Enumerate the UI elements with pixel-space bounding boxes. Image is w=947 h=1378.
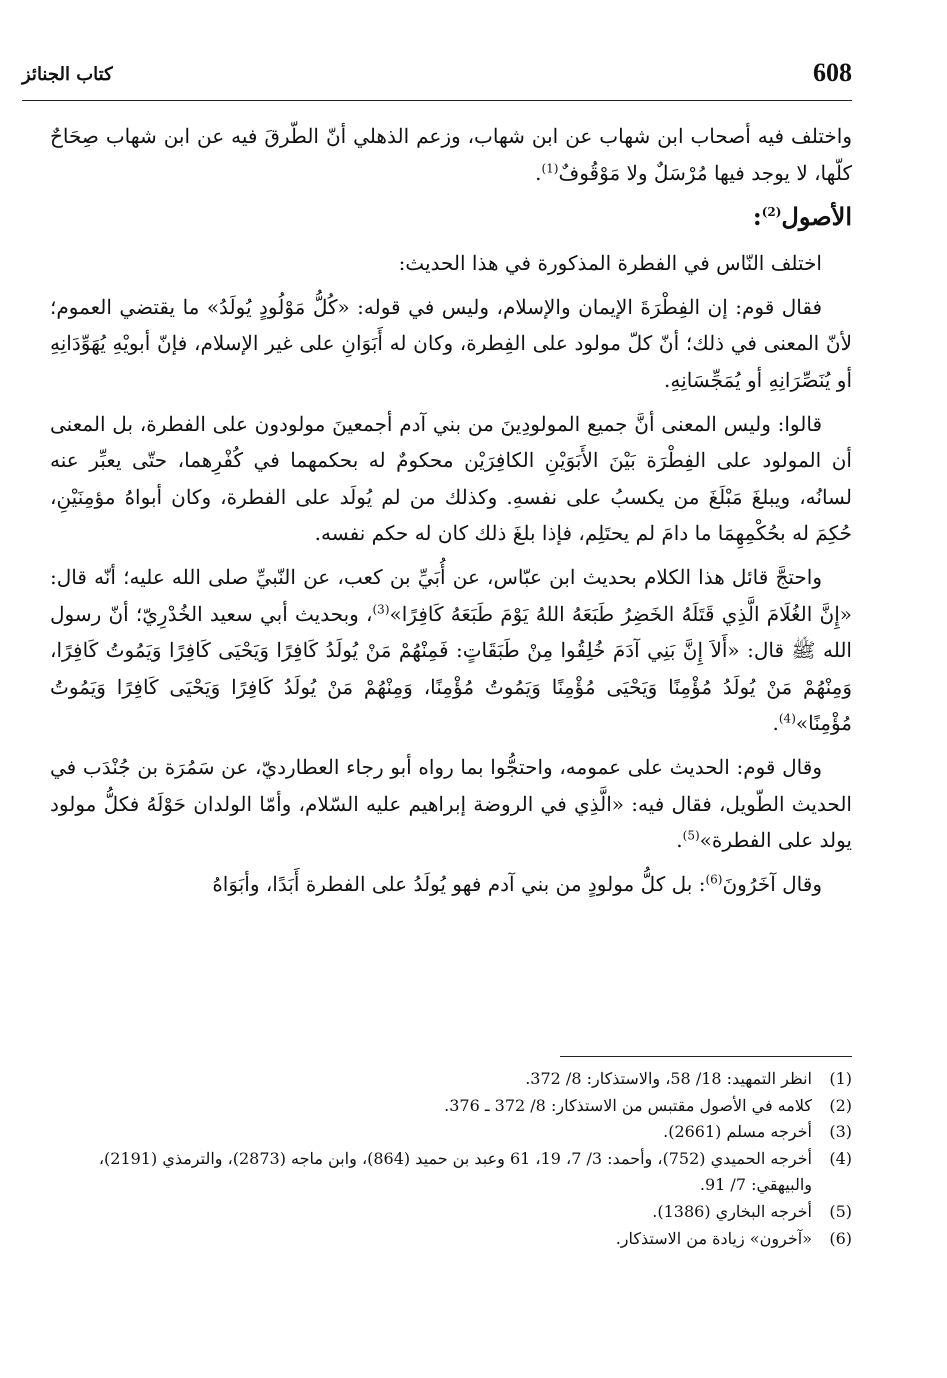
- footnote-number: (4): [829, 1148, 852, 1168]
- footnote-number: (6): [829, 1228, 852, 1248]
- paragraph-6-start: وقال آخَرُونَ: [722, 872, 822, 896]
- footnote-ref-6: (6): [705, 872, 723, 887]
- paragraph-5: [50, 749, 852, 859]
- paragraph-4: [50, 559, 852, 742]
- footnote: [50, 1199, 852, 1226]
- paragraph-intro: [50, 118, 852, 191]
- footnote-number: (2): [829, 1095, 852, 1115]
- paragraph-3: قالوا: وليس المعنى أنَّ جميع المولودِينَ من بني آدم أجمعينَ مولودون على الفطرة، بل المعنى أن المولود على الفِطْرَة بَيْنَ الأَبَوَيْنِ الكافِرَيْن محكومٌ له بحكمهما في كُفْرِهما، حتّى يعبِّر عنه لسانُه، ويبلغَ مَبْلَغَ من يكسبُ على نفسهِ. وكذلك من لم يُولَد على الفطرة، وكان أبواهُ مؤمِنَيْنِ، حُكِمَ له بحُكْمِهِمَا ما دامَ لم يحتَلِم، فإذا بلغَ ذلك كان له حكم نفسه.: [50, 411, 852, 545]
- paragraph-4-part-2: ، وبحديث أبي سعيد الخُدْرِيّ؛ أنّ رسول الله ﷺ قال: «أَلاَ إِنَّ بَنِي آدَمَ خُلِقُوا مِنْ طَبَقَاتٍ: فَمِنْهُمْ مَنْ يُولَدُ كَافِرًا وَيَحْيَى كَافِرًا وَيَمُوتُ كَافِرًا، وَمِنْهُمْ مَنْ يُولَدُ مُؤْمِنًا وَيَحْيَى مُؤْمِنًا وَيَمُوتُ مُؤْمِنًا، وَمِنْهُمْ مَنْ يُولَدُ كَافِرًا وَيَحْيَى كَافِرًا وَيَمُوتُ مُؤْمِنًا»: [50, 601, 852, 735]
- footnote-number: (1): [829, 1069, 852, 1088]
- paragraph-1: اختلف النّاس في الفطرة المذكورة في هذا الحديث:: [398, 250, 822, 275]
- paragraph-4-end: .: [772, 711, 779, 735]
- footnote: [50, 1066, 852, 1093]
- section-heading-colon: :: [752, 201, 762, 231]
- footnote-ref-1: (1): [541, 160, 559, 175]
- footnote: [50, 1146, 852, 1199]
- footnote-text: كلامه في الأصول مقتبس من الاستذكار: 8/ 372 ـ 376.: [444, 1095, 812, 1115]
- section-heading: [50, 199, 852, 235]
- paragraph-6-text: : بل كلُّ مولودٍ من بني آدم فهو يُولَدُ على الفطرة أَبَدًا، وأبَوَاهُ: [212, 872, 706, 896]
- intro-text: واختلف فيه أصحاب ابن شهاب عن ابن شهاب، وزعم الذهلي أنّ الطّرقَ فيه عن ابن شهاب صِحَاحٌ كلّها، لا يوجد فيها مُرْسَلٌ ولا مَوْقُوفٌ: [50, 124, 852, 185]
- intro-end: .: [535, 160, 542, 185]
- paragraph-4-part-1: واحتجَّ قائل هذا الكلام بحديث ابن عبّاس، عن أُبَيِّ بن كعب، عن النّبيِّ صلى الله عليه؛ أنّه قال: «إِنَّ الغُلَامَ الَّذِي قَتَلَهُ الخَضِرُ طَبَعَهُ اللهُ يَوْمَ طَبَعَهُ كَافِرًا»: [50, 565, 853, 626]
- page-number: 608: [813, 58, 852, 87]
- footnote-ref-4: (4): [778, 711, 796, 726]
- footnote-ref-2: (2): [761, 204, 782, 219]
- footnote: [50, 1093, 852, 1120]
- header-rule: [22, 100, 852, 101]
- footnote-number: (3): [829, 1122, 852, 1142]
- paragraph-6: [50, 866, 852, 903]
- footnote-rule: [560, 1056, 852, 1057]
- footnote-text: أخرجه الحميدي (752)، وأحمد: 3/ 7، 19، 61 وعبد بن حميد (864)، وابن ماجه (2873)، والترمذي (2191)، والبيهقي: 7/ 91.: [98, 1148, 812, 1195]
- footnote-text: «آخرون» زيادة من الاستذكار.: [615, 1228, 812, 1248]
- footnote-ref-5: (5): [682, 828, 700, 843]
- footnote-number: (5): [829, 1201, 852, 1221]
- footnote-text: أخرجه مسلم (2661).: [663, 1122, 812, 1142]
- footnote-ref-3: (3): [372, 601, 390, 616]
- footnote: [50, 1119, 852, 1146]
- paragraph-5-text: وقال قوم: الحديث على عمومه، واحتجُّوا بما رواه أبو رجاء العطارديّ، عن سَمُرَة بن جُنْدَب في الحديث الطّويل، فقال فيه: «الَّذِي في الروضة إبراهيم عليه السّلام، وأمّا الولدان حَوْلَهُ فكلُّ مولود يولد على الفطرة»: [50, 755, 852, 852]
- running-title: كتاب الجنائز: [22, 64, 113, 85]
- footnotes: [50, 1066, 852, 1252]
- paragraph-2: فقال قوم: إن الفِطْرَةَ الإيمان والإسلام، وليس في قوله: «كُلُّ مَوْلُودٍ يُولَدُ» ما يقتضي العموم؛ لأنّ المعنى في ذلك؛ أنّ كلّ مولود على الفِطرة، وكان له أَبَوَانِ على غير الإسلام، فإنّ أبويْهِ يُهَوِّدَانِهِ أو يُنَصِّرَانِهِ أو يُمَجِّسَانِهِ.: [50, 294, 852, 392]
- page-header: [22, 58, 852, 98]
- footnote-text: أخرجه البخاري (1386).: [652, 1201, 812, 1221]
- section-heading-text: الأصول: [781, 201, 852, 231]
- main-text: [50, 118, 852, 910]
- paragraph-5-end: .: [676, 828, 683, 852]
- footnote: [50, 1226, 852, 1253]
- footnote-text: انظر التمهيد: 18/ 58، والاستذكار: 8/ 372.: [525, 1069, 812, 1088]
